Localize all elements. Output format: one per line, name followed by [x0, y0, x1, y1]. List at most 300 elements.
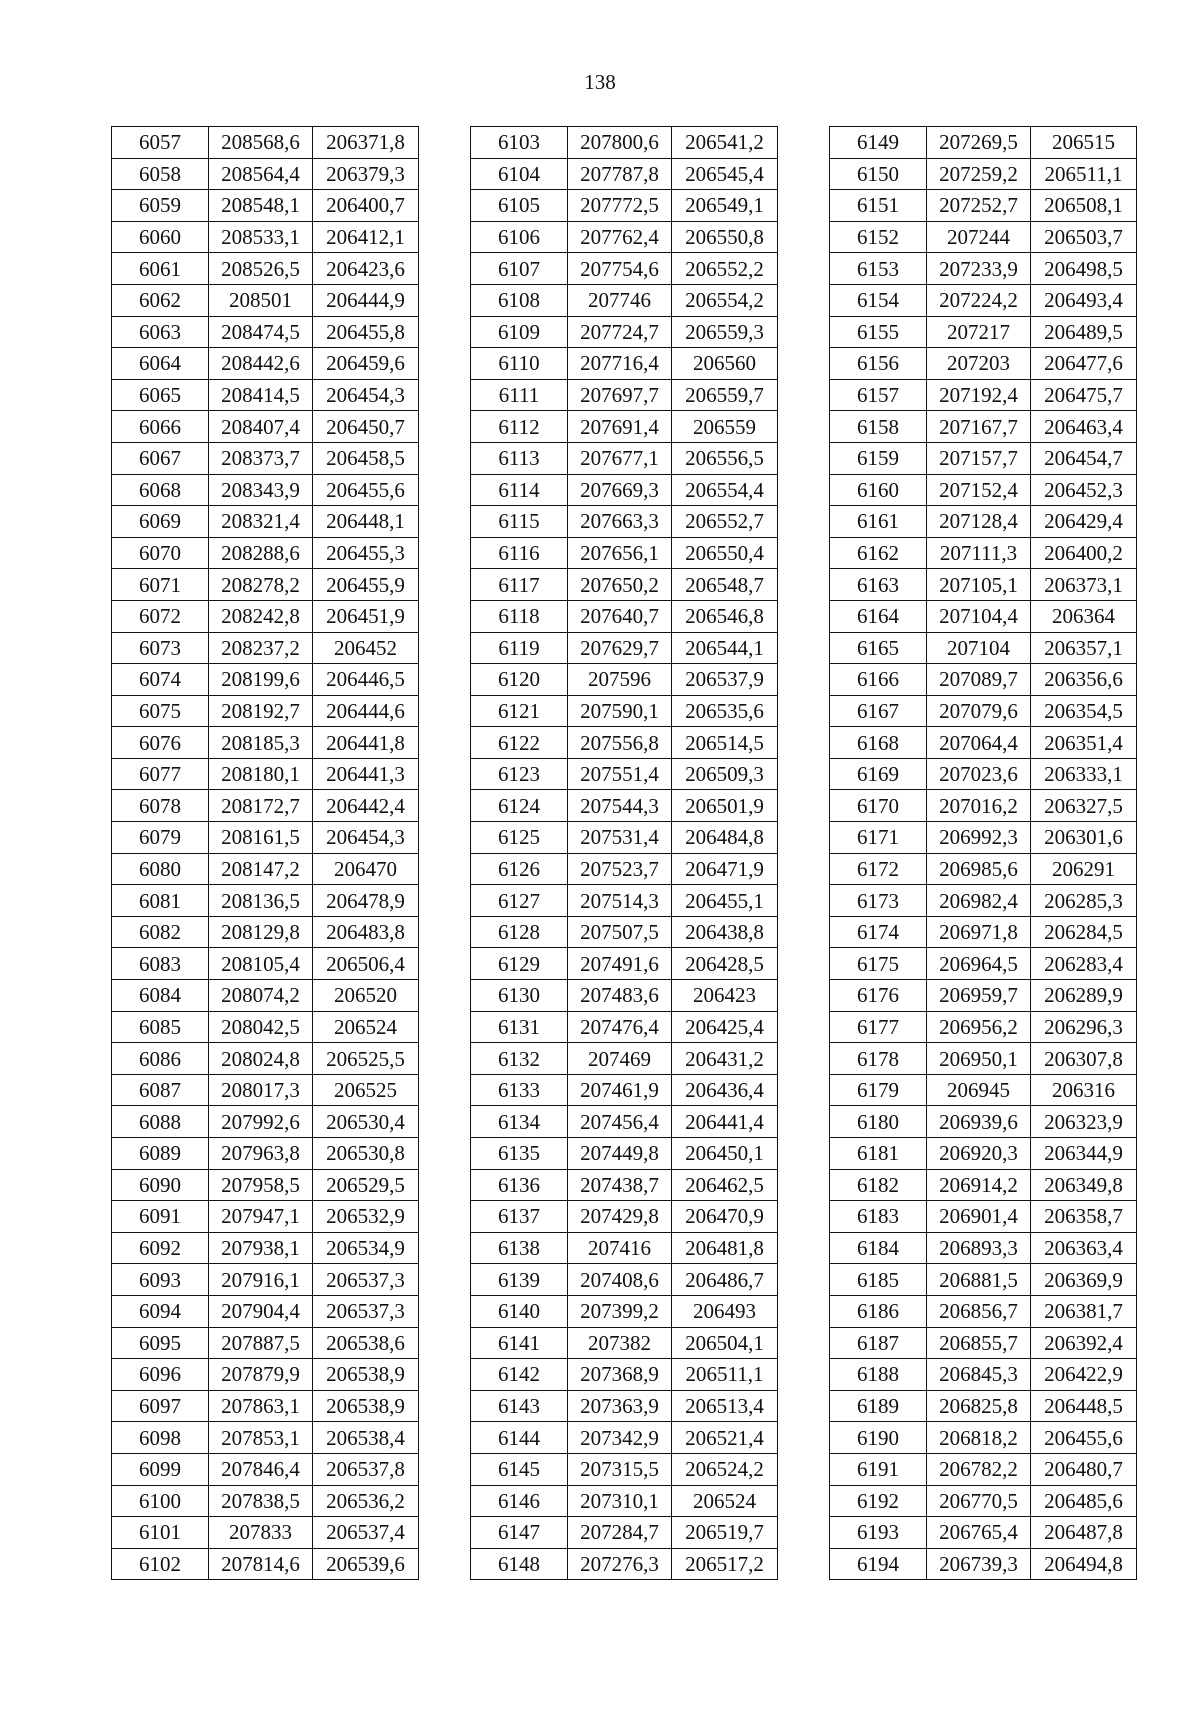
- y-coordinate-cell: 206423: [672, 980, 778, 1012]
- y-coordinate-cell: 206444,6: [313, 695, 419, 727]
- x-coordinate-cell: 208161,5: [209, 822, 313, 854]
- table-row: [112, 221, 419, 253]
- point-number-cell: 6133: [471, 1074, 568, 1106]
- y-coordinate-cell: 206509,3: [672, 758, 778, 790]
- point-number-cell: 6067: [112, 442, 209, 474]
- x-coordinate-cell: 207514,3: [568, 885, 672, 917]
- table-row: [830, 537, 1137, 569]
- x-coordinate-cell: 207656,1: [568, 537, 672, 569]
- point-number-cell: 6145: [471, 1453, 568, 1485]
- y-coordinate-cell: 206471,9: [672, 853, 778, 885]
- table-row: [471, 1074, 778, 1106]
- table-row: [830, 348, 1137, 380]
- table-row: [830, 158, 1137, 190]
- point-number-cell: 6169: [830, 758, 927, 790]
- table-row: [830, 127, 1137, 159]
- point-number-cell: 6150: [830, 158, 927, 190]
- point-number-cell: 6171: [830, 822, 927, 854]
- table-row: [830, 1106, 1137, 1138]
- point-number-cell: 6115: [471, 506, 568, 538]
- point-number-cell: 6081: [112, 885, 209, 917]
- table-row: [112, 1327, 419, 1359]
- point-number-cell: 6083: [112, 948, 209, 980]
- table-row: [112, 127, 419, 159]
- point-number-cell: 6087: [112, 1074, 209, 1106]
- y-coordinate-cell: 206412,1: [313, 221, 419, 253]
- table-row: [471, 1043, 778, 1075]
- table-row: [471, 1453, 778, 1485]
- page-number: 138: [584, 70, 616, 94]
- x-coordinate-cell: 207483,6: [568, 980, 672, 1012]
- point-number-cell: 6079: [112, 822, 209, 854]
- y-coordinate-cell: 206285,3: [1031, 885, 1137, 917]
- table-row: [830, 379, 1137, 411]
- table-row: [112, 1359, 419, 1391]
- y-coordinate-cell: 206525: [313, 1074, 419, 1106]
- x-coordinate-cell: 207551,4: [568, 758, 672, 790]
- x-coordinate-cell: 207879,9: [209, 1359, 313, 1391]
- table-row: [830, 822, 1137, 854]
- y-coordinate-cell: 206283,4: [1031, 948, 1137, 980]
- table-row: [830, 1517, 1137, 1549]
- point-number-cell: 6152: [830, 221, 927, 253]
- x-coordinate-cell: 207157,7: [927, 442, 1031, 474]
- table-row: [830, 758, 1137, 790]
- x-coordinate-cell: 208017,3: [209, 1074, 313, 1106]
- x-coordinate-cell: 207399,2: [568, 1295, 672, 1327]
- point-number-cell: 6074: [112, 664, 209, 696]
- x-coordinate-cell: 207111,3: [927, 537, 1031, 569]
- point-number-cell: 6138: [471, 1232, 568, 1264]
- point-number-cell: 6108: [471, 284, 568, 316]
- x-coordinate-cell: 208237,2: [209, 632, 313, 664]
- point-number-cell: 6187: [830, 1327, 927, 1359]
- x-coordinate-cell: 207814,6: [209, 1548, 313, 1580]
- y-coordinate-cell: 206291: [1031, 853, 1137, 885]
- point-number-cell: 6072: [112, 600, 209, 632]
- x-coordinate-cell: 207408,6: [568, 1264, 672, 1296]
- x-coordinate-cell: 207104,4: [927, 600, 1031, 632]
- y-coordinate-cell: 206446,5: [313, 664, 419, 696]
- y-coordinate-cell: 206486,7: [672, 1264, 778, 1296]
- y-coordinate-cell: 206493,4: [1031, 284, 1137, 316]
- x-coordinate-cell: 208501: [209, 284, 313, 316]
- y-coordinate-cell: 206537,9: [672, 664, 778, 696]
- table-row: [471, 190, 778, 222]
- x-coordinate-cell: 208548,1: [209, 190, 313, 222]
- point-number-cell: 6090: [112, 1169, 209, 1201]
- y-coordinate-cell: 206477,6: [1031, 348, 1137, 380]
- x-coordinate-cell: 207429,8: [568, 1201, 672, 1233]
- y-coordinate-cell: 206462,5: [672, 1169, 778, 1201]
- point-number-cell: 6183: [830, 1201, 927, 1233]
- table-row: [471, 1201, 778, 1233]
- x-coordinate-cell: 207233,9: [927, 253, 1031, 285]
- y-coordinate-cell: 206538,9: [313, 1359, 419, 1391]
- y-coordinate-cell: 206550,4: [672, 537, 778, 569]
- x-coordinate-cell: 208180,1: [209, 758, 313, 790]
- point-number-cell: 6116: [471, 537, 568, 569]
- y-coordinate-cell: 206450,1: [672, 1138, 778, 1170]
- table-row: [471, 727, 778, 759]
- y-coordinate-cell: 206554,2: [672, 284, 778, 316]
- point-number-cell: 6146: [471, 1485, 568, 1517]
- x-coordinate-cell: 208042,5: [209, 1011, 313, 1043]
- point-number-cell: 6186: [830, 1295, 927, 1327]
- y-coordinate-cell: 206525,5: [313, 1043, 419, 1075]
- table-row: [830, 1359, 1137, 1391]
- point-number-cell: 6148: [471, 1548, 568, 1580]
- x-coordinate-cell: 208373,7: [209, 442, 313, 474]
- x-coordinate-cell: 208474,5: [209, 316, 313, 348]
- table-row: [471, 1138, 778, 1170]
- table-row: [830, 1043, 1137, 1075]
- point-number-cell: 6085: [112, 1011, 209, 1043]
- x-coordinate-cell: 207544,3: [568, 790, 672, 822]
- table-row: [471, 1106, 778, 1138]
- point-number-cell: 6159: [830, 442, 927, 474]
- y-coordinate-cell: 206438,8: [672, 916, 778, 948]
- y-coordinate-cell: 206442,4: [313, 790, 419, 822]
- x-coordinate-cell: 206770,5: [927, 1485, 1031, 1517]
- x-coordinate-cell: 207800,6: [568, 127, 672, 159]
- point-number-cell: 6095: [112, 1327, 209, 1359]
- point-number-cell: 6129: [471, 948, 568, 980]
- y-coordinate-cell: 206450,7: [313, 411, 419, 443]
- y-coordinate-cell: 206431,2: [672, 1043, 778, 1075]
- x-coordinate-cell: 206992,3: [927, 822, 1031, 854]
- y-coordinate-cell: 206422,9: [1031, 1359, 1137, 1391]
- y-coordinate-cell: 206373,1: [1031, 569, 1137, 601]
- point-number-cell: 6147: [471, 1517, 568, 1549]
- point-number-cell: 6101: [112, 1517, 209, 1549]
- x-coordinate-cell: 207863,1: [209, 1390, 313, 1422]
- x-coordinate-cell: 207469: [568, 1043, 672, 1075]
- point-number-cell: 6086: [112, 1043, 209, 1075]
- y-coordinate-cell: 206459,6: [313, 348, 419, 380]
- point-number-cell: 6109: [471, 316, 568, 348]
- table-row: [471, 664, 778, 696]
- point-number-cell: 6064: [112, 348, 209, 380]
- x-coordinate-cell: 207833: [209, 1517, 313, 1549]
- point-number-cell: 6189: [830, 1390, 927, 1422]
- table-row: [471, 600, 778, 632]
- table-row: [112, 190, 419, 222]
- x-coordinate-cell: 207853,1: [209, 1422, 313, 1454]
- point-number-cell: 6114: [471, 474, 568, 506]
- point-number-cell: 6104: [471, 158, 568, 190]
- point-number-cell: 6063: [112, 316, 209, 348]
- y-coordinate-cell: 206349,8: [1031, 1169, 1137, 1201]
- y-coordinate-cell: 206451,9: [313, 600, 419, 632]
- point-number-cell: 6080: [112, 853, 209, 885]
- x-coordinate-cell: 207762,4: [568, 221, 672, 253]
- y-coordinate-cell: 206379,3: [313, 158, 419, 190]
- point-number-cell: 6143: [471, 1390, 568, 1422]
- x-coordinate-cell: 207269,5: [927, 127, 1031, 159]
- x-coordinate-cell: 206881,5: [927, 1264, 1031, 1296]
- table-row: [830, 442, 1137, 474]
- y-coordinate-cell: 206371,8: [313, 127, 419, 159]
- x-coordinate-cell: 206985,6: [927, 853, 1031, 885]
- x-coordinate-cell: 208192,7: [209, 695, 313, 727]
- y-coordinate-cell: 206448,5: [1031, 1390, 1137, 1422]
- x-coordinate-cell: 207669,3: [568, 474, 672, 506]
- table-row: [471, 1232, 778, 1264]
- x-coordinate-cell: 207787,8: [568, 158, 672, 190]
- y-coordinate-cell: 206537,3: [313, 1264, 419, 1296]
- x-coordinate-cell: 207523,7: [568, 853, 672, 885]
- table-row: [471, 474, 778, 506]
- point-number-cell: 6181: [830, 1138, 927, 1170]
- table-row: [471, 442, 778, 474]
- x-coordinate-cell: 207904,4: [209, 1295, 313, 1327]
- point-number-cell: 6151: [830, 190, 927, 222]
- table-row: [830, 474, 1137, 506]
- y-coordinate-cell: 206354,5: [1031, 695, 1137, 727]
- y-coordinate-cell: 206521,4: [672, 1422, 778, 1454]
- table-row: [112, 1548, 419, 1580]
- y-coordinate-cell: 206463,4: [1031, 411, 1137, 443]
- x-coordinate-cell: 207963,8: [209, 1138, 313, 1170]
- point-number-cell: 6153: [830, 253, 927, 285]
- point-number-cell: 6123: [471, 758, 568, 790]
- coordinate-table-1: [111, 126, 419, 1580]
- y-coordinate-cell: 206475,7: [1031, 379, 1137, 411]
- x-coordinate-cell: 206914,2: [927, 1169, 1031, 1201]
- x-coordinate-cell: 208105,4: [209, 948, 313, 980]
- point-number-cell: 6135: [471, 1138, 568, 1170]
- y-coordinate-cell: 206441,4: [672, 1106, 778, 1138]
- y-coordinate-cell: 206550,8: [672, 221, 778, 253]
- table-row: [830, 600, 1137, 632]
- y-coordinate-cell: 206363,4: [1031, 1232, 1137, 1264]
- point-number-cell: 6077: [112, 758, 209, 790]
- y-coordinate-cell: 206441,8: [313, 727, 419, 759]
- x-coordinate-cell: 207064,4: [927, 727, 1031, 759]
- x-coordinate-cell: 207089,7: [927, 664, 1031, 696]
- y-coordinate-cell: 206524: [672, 1485, 778, 1517]
- x-coordinate-cell: 207958,5: [209, 1169, 313, 1201]
- y-coordinate-cell: 206344,9: [1031, 1138, 1137, 1170]
- y-coordinate-cell: 206455,8: [313, 316, 419, 348]
- y-coordinate-cell: 206478,9: [313, 885, 419, 917]
- point-number-cell: 6172: [830, 853, 927, 885]
- y-coordinate-cell: 206545,4: [672, 158, 778, 190]
- x-coordinate-cell: 206964,5: [927, 948, 1031, 980]
- x-coordinate-cell: 207449,8: [568, 1138, 672, 1170]
- x-coordinate-cell: 207438,7: [568, 1169, 672, 1201]
- table-row: [112, 474, 419, 506]
- table-row: [112, 948, 419, 980]
- x-coordinate-cell: 208526,5: [209, 253, 313, 285]
- table-row: [112, 1138, 419, 1170]
- point-number-cell: 6168: [830, 727, 927, 759]
- y-coordinate-cell: 206458,5: [313, 442, 419, 474]
- point-number-cell: 6155: [830, 316, 927, 348]
- table-row: [830, 916, 1137, 948]
- point-number-cell: 6157: [830, 379, 927, 411]
- point-number-cell: 6163: [830, 569, 927, 601]
- y-coordinate-cell: 206316: [1031, 1074, 1137, 1106]
- y-coordinate-cell: 206428,5: [672, 948, 778, 980]
- y-coordinate-cell: 206560: [672, 348, 778, 380]
- y-coordinate-cell: 206539,6: [313, 1548, 419, 1580]
- table-row: [112, 1485, 419, 1517]
- x-coordinate-cell: 207192,4: [927, 379, 1031, 411]
- table-row: [471, 980, 778, 1012]
- x-coordinate-cell: 208321,4: [209, 506, 313, 538]
- table-row: [471, 1390, 778, 1422]
- point-number-cell: 6084: [112, 980, 209, 1012]
- y-coordinate-cell: 206548,7: [672, 569, 778, 601]
- x-coordinate-cell: 206939,6: [927, 1106, 1031, 1138]
- y-coordinate-cell: 206520: [313, 980, 419, 1012]
- table-row: [112, 980, 419, 1012]
- point-number-cell: 6059: [112, 190, 209, 222]
- point-number-cell: 6156: [830, 348, 927, 380]
- point-number-cell: 6112: [471, 411, 568, 443]
- y-coordinate-cell: 206301,6: [1031, 822, 1137, 854]
- x-coordinate-cell: 208278,2: [209, 569, 313, 601]
- table-row: [112, 253, 419, 285]
- point-number-cell: 6099: [112, 1453, 209, 1485]
- x-coordinate-cell: 206739,3: [927, 1548, 1031, 1580]
- x-coordinate-cell: 208533,1: [209, 221, 313, 253]
- y-coordinate-cell: 206455,1: [672, 885, 778, 917]
- table-row: [471, 411, 778, 443]
- table-row: [830, 1295, 1137, 1327]
- table-row: [830, 1138, 1137, 1170]
- table-row: [830, 727, 1137, 759]
- point-number-cell: 6098: [112, 1422, 209, 1454]
- table-row: [830, 284, 1137, 316]
- table-row: [830, 190, 1137, 222]
- table-row: [112, 1043, 419, 1075]
- x-coordinate-cell: 208129,8: [209, 916, 313, 948]
- x-coordinate-cell: 207629,7: [568, 632, 672, 664]
- x-coordinate-cell: 206920,3: [927, 1138, 1031, 1170]
- y-coordinate-cell: 206498,5: [1031, 253, 1137, 285]
- table-row: [112, 727, 419, 759]
- table-row: [830, 980, 1137, 1012]
- x-coordinate-cell: 207531,4: [568, 822, 672, 854]
- table-row: [471, 1011, 778, 1043]
- y-coordinate-cell: 206289,9: [1031, 980, 1137, 1012]
- x-coordinate-cell: 207677,1: [568, 442, 672, 474]
- y-coordinate-cell: 206454,3: [313, 379, 419, 411]
- y-coordinate-cell: 206524: [313, 1011, 419, 1043]
- y-coordinate-cell: 206429,4: [1031, 506, 1137, 538]
- point-number-cell: 6132: [471, 1043, 568, 1075]
- point-number-cell: 6162: [830, 537, 927, 569]
- x-coordinate-cell: 207203: [927, 348, 1031, 380]
- table-row: [830, 1169, 1137, 1201]
- point-number-cell: 6136: [471, 1169, 568, 1201]
- point-number-cell: 6175: [830, 948, 927, 980]
- y-coordinate-cell: 206307,8: [1031, 1043, 1137, 1075]
- table-row: [830, 632, 1137, 664]
- table-row: [471, 158, 778, 190]
- x-coordinate-cell: 207590,1: [568, 695, 672, 727]
- y-coordinate-cell: 206284,5: [1031, 916, 1137, 948]
- point-number-cell: 6141: [471, 1327, 568, 1359]
- y-coordinate-cell: 206532,9: [313, 1201, 419, 1233]
- y-coordinate-cell: 206538,6: [313, 1327, 419, 1359]
- point-number-cell: 6130: [471, 980, 568, 1012]
- y-coordinate-cell: 206546,8: [672, 600, 778, 632]
- x-coordinate-cell: 206856,7: [927, 1295, 1031, 1327]
- point-number-cell: 6126: [471, 853, 568, 885]
- x-coordinate-cell: 206818,2: [927, 1422, 1031, 1454]
- x-coordinate-cell: 207016,2: [927, 790, 1031, 822]
- x-coordinate-cell: 207342,9: [568, 1422, 672, 1454]
- y-coordinate-cell: 206369,9: [1031, 1264, 1137, 1296]
- table-row: [112, 348, 419, 380]
- x-coordinate-cell: 208407,4: [209, 411, 313, 443]
- x-coordinate-cell: 207556,8: [568, 727, 672, 759]
- point-number-cell: 6092: [112, 1232, 209, 1264]
- point-number-cell: 6113: [471, 442, 568, 474]
- x-coordinate-cell: 208172,7: [209, 790, 313, 822]
- y-coordinate-cell: 206444,9: [313, 284, 419, 316]
- point-number-cell: 6065: [112, 379, 209, 411]
- point-number-cell: 6096: [112, 1359, 209, 1391]
- table-row: [471, 790, 778, 822]
- table-row: [471, 1327, 778, 1359]
- x-coordinate-cell: 208185,3: [209, 727, 313, 759]
- point-number-cell: 6088: [112, 1106, 209, 1138]
- x-coordinate-cell: 207754,6: [568, 253, 672, 285]
- table-row: [112, 379, 419, 411]
- point-number-cell: 6170: [830, 790, 927, 822]
- x-coordinate-cell: 208414,5: [209, 379, 313, 411]
- y-coordinate-cell: 206504,1: [672, 1327, 778, 1359]
- x-coordinate-cell: 207992,6: [209, 1106, 313, 1138]
- y-coordinate-cell: 206493: [672, 1295, 778, 1327]
- table-row: [830, 1074, 1137, 1106]
- point-number-cell: 6161: [830, 506, 927, 538]
- point-number-cell: 6177: [830, 1011, 927, 1043]
- table-row: [830, 853, 1137, 885]
- table-row: [471, 1517, 778, 1549]
- coordinate-table-3: [829, 126, 1137, 1580]
- x-coordinate-cell: 207416: [568, 1232, 672, 1264]
- y-coordinate-cell: 206519,7: [672, 1517, 778, 1549]
- point-number-cell: 6102: [112, 1548, 209, 1580]
- table-row: [112, 1453, 419, 1485]
- x-coordinate-cell: 206765,4: [927, 1517, 1031, 1549]
- point-number-cell: 6134: [471, 1106, 568, 1138]
- table-row: [471, 221, 778, 253]
- table-row: [471, 253, 778, 285]
- table-row: [830, 253, 1137, 285]
- y-coordinate-cell: 206552,2: [672, 253, 778, 285]
- y-coordinate-cell: 206537,4: [313, 1517, 419, 1549]
- y-coordinate-cell: 206425,4: [672, 1011, 778, 1043]
- y-coordinate-cell: 206535,6: [672, 695, 778, 727]
- point-number-cell: 6154: [830, 284, 927, 316]
- y-coordinate-cell: 206503,7: [1031, 221, 1137, 253]
- y-coordinate-cell: 206381,7: [1031, 1295, 1137, 1327]
- y-coordinate-cell: 206455,9: [313, 569, 419, 601]
- table-row: [830, 1422, 1137, 1454]
- y-coordinate-cell: 206455,6: [313, 474, 419, 506]
- table-row: [471, 695, 778, 727]
- y-coordinate-cell: 206506,4: [313, 948, 419, 980]
- table-row: [471, 537, 778, 569]
- x-coordinate-cell: 206956,2: [927, 1011, 1031, 1043]
